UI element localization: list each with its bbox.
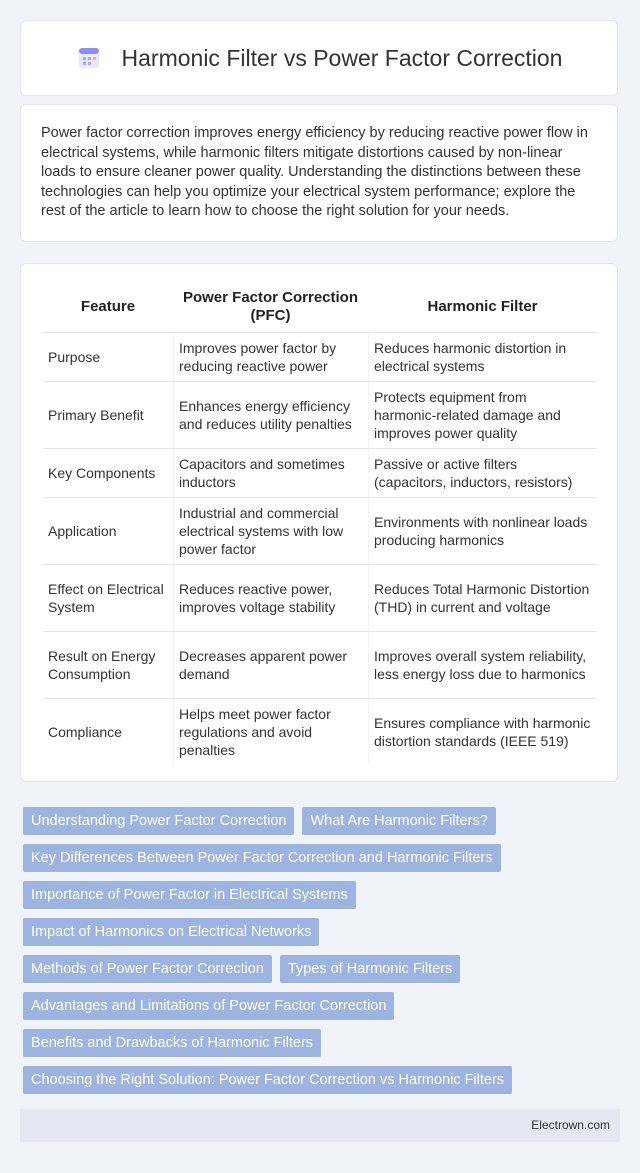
related-topics [23,807,623,1103]
table-cell: Key Components [43,449,173,498]
header-card [20,20,618,96]
table-cell: Primary Benefit [43,382,173,449]
table-cell: Reduces harmonic distortion in electrical systems [368,333,597,382]
table-row [43,699,597,765]
topic-link[interactable]: Impact of Harmonics on Electrical Networks [23,918,319,946]
table-cell: Purpose [43,333,173,382]
table-cell: Improves power factor by reducing reactive power [173,333,368,382]
topic-link[interactable]: Advantages and Limitations of Power Factor Correction [23,992,394,1020]
topic-link[interactable]: Importance of Power Factor in Electrical Systems [23,881,356,909]
table-cell: Application [43,498,173,565]
comparison-card [20,263,618,782]
table-cell: Enhances energy efficiency and reduces utility penalties [173,382,368,449]
topic-link[interactable]: Choosing the Right Solution: Power Factor Correction vs Harmonic Filters [23,1066,512,1094]
topic-link[interactable]: What Are Harmonic Filters? [302,807,495,835]
table-row [43,498,597,565]
table-row [43,632,597,699]
comparison-table [43,282,597,765]
table-header: Harmonic Filter [368,282,597,333]
topic-link[interactable]: Benefits and Drawbacks of Harmonic Filters [23,1029,321,1057]
table-row [43,382,597,449]
table-cell: Result on Energy Consumption [43,632,173,699]
topic-link[interactable]: Understanding Power Factor Correction [23,807,294,835]
table-cell: Reduces reactive power, improves voltage stability [173,565,368,632]
footer [20,1109,620,1142]
topic-link[interactable]: Key Differences Between Power Factor Correction and Harmonic Filters [23,844,501,872]
table-cell: Reduces Total Harmonic Distortion (THD) in current and voltage [368,565,597,632]
topic-link[interactable]: Types of Harmonic Filters [280,955,460,983]
table-row [43,449,597,498]
document-icon [76,45,102,71]
table-row [43,565,597,632]
table-header-row [43,282,597,333]
table-row [43,333,597,382]
table-cell: Helps meet power factor regulations and avoid penalties [173,699,368,765]
footer-site[interactable]: Electrown.com [531,1118,610,1132]
table-cell: Capacitors and sometimes inductors [173,449,368,498]
intro-text: Power factor correction improves energy efficiency by reducing reactive power flow in electrical systems, while harmonic filters mitigate distortions caused by non-linear loads to ensure cleaner power quality. Understanding the distinctions between these technologies can help you optimize your electrical system performance; explore the rest of the article to learn how to choose the right solution for your needs. [41,125,588,220]
table-cell: Passive or active filters (capacitors, inductors, resistors) [368,449,597,498]
table-cell: Effect on Electrical System [43,565,173,632]
table-cell: Industrial and commercial electrical systems with low power factor [173,498,368,565]
table-header: Power Factor Correction (PFC) [173,282,368,333]
table-cell: Ensures compliance with harmonic distortion standards (IEEE 519) [368,699,597,765]
intro-card [20,104,618,242]
topic-link[interactable]: Methods of Power Factor Correction [23,955,272,983]
table-cell: Decreases apparent power demand [173,632,368,699]
page-title: Harmonic Filter vs Power Factor Correction [121,44,563,71]
table-cell: Improves overall system reliability, less energy loss due to harmonics [368,632,597,699]
table-header: Feature [43,282,173,333]
table-cell: Environments with nonlinear loads producing harmonics [368,498,597,565]
table-cell: Compliance [48,724,122,740]
table-cell: Protects equipment from harmonic-related damage and improves power quality [368,382,597,449]
